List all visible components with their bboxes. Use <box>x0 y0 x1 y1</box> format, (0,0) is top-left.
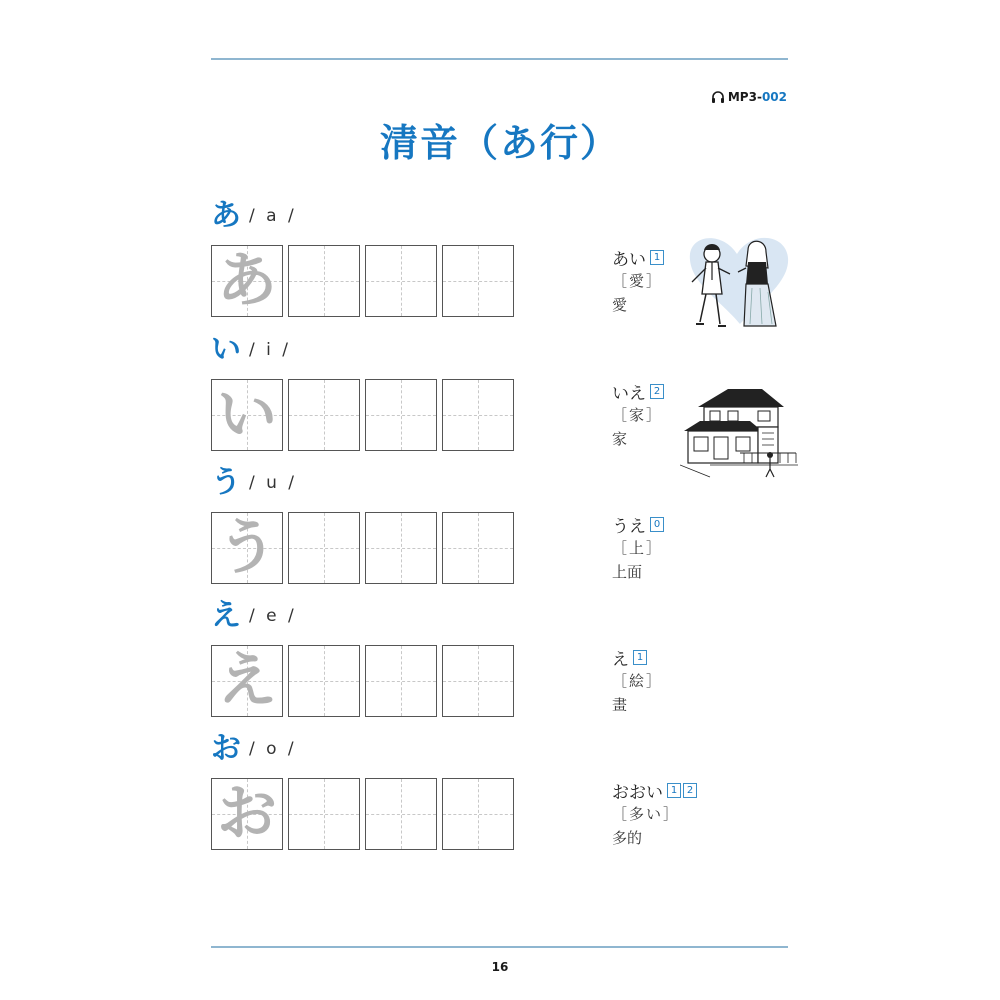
practice-cell[interactable] <box>288 778 360 850</box>
vocab-meaning: 家 <box>612 430 628 448</box>
practice-cell[interactable] <box>365 512 437 584</box>
accent-marks <box>667 783 697 798</box>
tracing-guide: い <box>217 380 277 450</box>
vocab-word: うえ <box>612 516 646 537</box>
practice-cell[interactable] <box>365 645 437 717</box>
vocab-kanji: ［家］ <box>612 406 664 424</box>
vocab-word: え <box>612 649 629 670</box>
kana-character: お <box>211 731 241 766</box>
bottom-divider <box>211 946 788 948</box>
kana-character: う <box>211 465 241 500</box>
practice-cell[interactable] <box>288 512 360 584</box>
tracing-guide: え <box>217 646 277 716</box>
kana-heading <box>211 199 297 233</box>
accent-mark: 1 <box>667 783 681 798</box>
vocab-kanji: ［上］ <box>612 539 664 557</box>
vocab-kanji: ［愛］ <box>612 272 664 290</box>
accent-marks <box>650 250 664 265</box>
vocab-entry <box>612 778 697 850</box>
accent-marks <box>650 384 664 399</box>
tracing-guide: あ <box>217 246 277 316</box>
kana-row <box>0 599 1000 732</box>
vocab-meaning: 多的 <box>612 829 643 847</box>
kana-heading <box>211 599 297 633</box>
kana-row <box>0 199 1000 332</box>
vocab-word: おおい <box>612 782 663 803</box>
vocab-entry <box>612 245 664 317</box>
kana-character: あ <box>211 198 241 233</box>
practice-cell-guide[interactable] <box>211 645 283 717</box>
accent-mark: 1 <box>650 250 664 265</box>
practice-cell[interactable] <box>288 645 360 717</box>
accent-mark: 0 <box>650 517 664 532</box>
accent-marks <box>650 517 664 532</box>
practice-cell-guide[interactable] <box>211 778 283 850</box>
kana-romaji: / o / <box>249 739 297 759</box>
headphones-icon <box>711 91 725 104</box>
practice-cell[interactable] <box>442 645 514 717</box>
accent-marks <box>633 650 647 665</box>
kana-row <box>0 466 1000 599</box>
vocab-word: いえ <box>612 383 646 404</box>
accent-mark: 2 <box>683 783 697 798</box>
vocab-meaning: 畫 <box>612 696 628 714</box>
practice-cell[interactable] <box>442 379 514 451</box>
vocab-meaning: 上面 <box>612 563 643 581</box>
practice-cell-guide[interactable] <box>211 379 283 451</box>
kana-row <box>0 333 1000 466</box>
accent-mark: 1 <box>633 650 647 665</box>
page-title: 清音（あ行） <box>379 121 620 165</box>
kana-romaji: / a / <box>249 206 297 226</box>
kana-character: え <box>211 598 241 633</box>
kana-row <box>0 732 1000 865</box>
kana-romaji: / e / <box>249 606 297 626</box>
practice-cell[interactable] <box>288 245 360 317</box>
tracing-guide: う <box>217 513 277 583</box>
vocab-entry <box>612 512 664 584</box>
practice-cell-guide[interactable] <box>211 512 283 584</box>
audio-label: MP3- <box>727 90 762 104</box>
kana-heading <box>211 333 291 367</box>
couple-illustration <box>682 232 792 337</box>
practice-cell[interactable] <box>365 778 437 850</box>
kana-heading <box>211 732 297 766</box>
practice-cell[interactable] <box>442 512 514 584</box>
vocab-kanji: ［絵］ <box>612 672 664 690</box>
top-divider <box>211 58 788 60</box>
kana-heading <box>211 466 297 500</box>
audio-track-label[interactable] <box>711 90 787 104</box>
practice-cell[interactable] <box>365 245 437 317</box>
kana-character: い <box>211 332 241 367</box>
house-illustration <box>680 385 798 479</box>
accent-mark: 2 <box>650 384 664 399</box>
practice-cell[interactable] <box>442 778 514 850</box>
practice-cell-guide[interactable] <box>211 245 283 317</box>
vocab-meaning: 愛 <box>612 296 628 314</box>
page-number: 16 <box>491 960 509 974</box>
practice-cell[interactable] <box>442 245 514 317</box>
vocab-entry <box>612 645 663 717</box>
audio-number: 002 <box>761 90 787 104</box>
vocab-word: あい <box>612 249 646 270</box>
kana-romaji: / u / <box>249 473 298 493</box>
vocab-kanji: ［多い］ <box>612 805 681 823</box>
tracing-guide: お <box>217 779 277 849</box>
vocab-entry <box>612 379 664 451</box>
practice-cell[interactable] <box>288 379 360 451</box>
kana-romaji: / i / <box>249 340 291 360</box>
practice-cell[interactable] <box>365 379 437 451</box>
